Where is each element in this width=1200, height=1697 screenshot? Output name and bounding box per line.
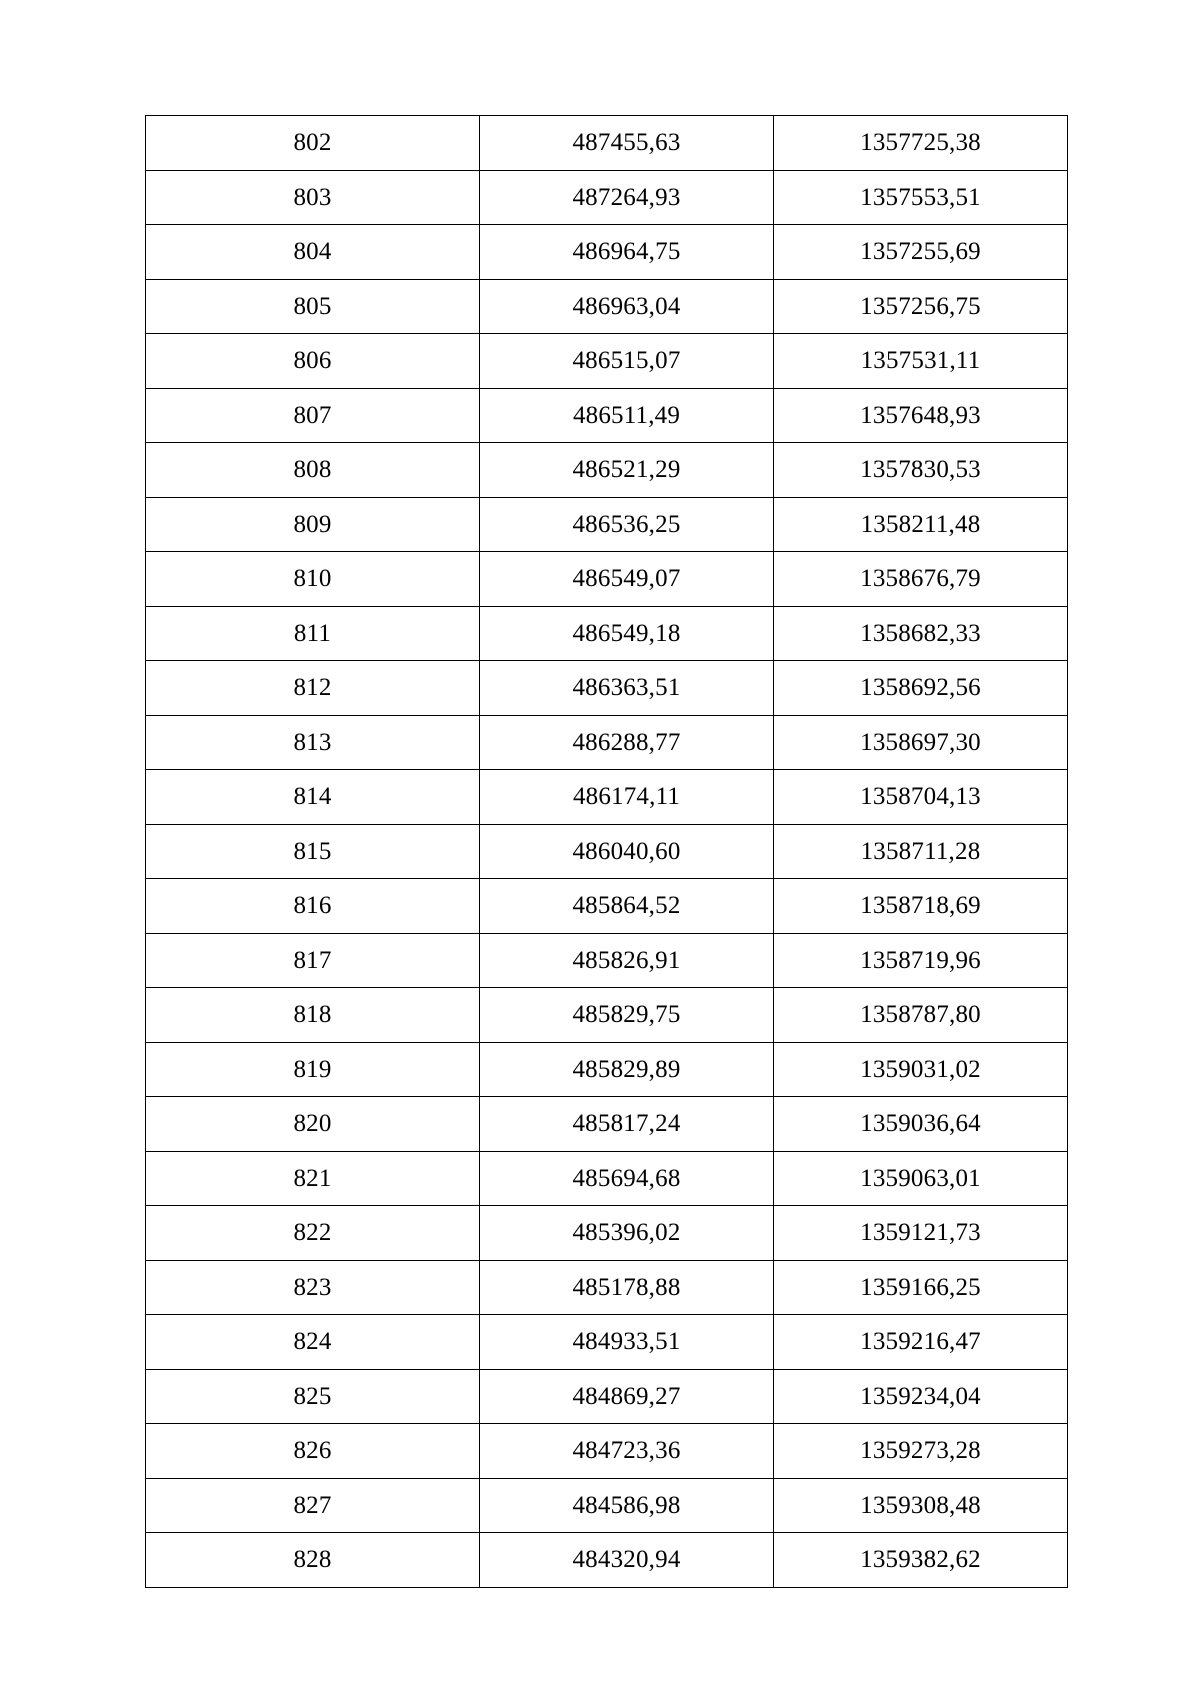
- point-number-cell: 809: [146, 497, 480, 552]
- x-coordinate-cell: 486363,51: [480, 661, 774, 716]
- point-number-cell: 827: [146, 1478, 480, 1533]
- y-coordinate-cell: 1358718,69: [774, 879, 1068, 934]
- y-coordinate-cell: 1358719,96: [774, 933, 1068, 988]
- x-coordinate-cell: 486174,11: [480, 770, 774, 825]
- point-number-cell: 816: [146, 879, 480, 934]
- point-number-cell: 804: [146, 225, 480, 280]
- table-row: [146, 552, 1068, 607]
- y-coordinate-cell: 1357553,51: [774, 170, 1068, 225]
- point-number-cell: 828: [146, 1533, 480, 1588]
- point-number-cell: 812: [146, 661, 480, 716]
- point-number-cell: 807: [146, 388, 480, 443]
- y-coordinate-cell: 1358711,28: [774, 824, 1068, 879]
- y-coordinate-cell: 1359063,01: [774, 1151, 1068, 1206]
- table-row: [146, 497, 1068, 552]
- point-number-cell: 824: [146, 1315, 480, 1370]
- x-coordinate-cell: 484586,98: [480, 1478, 774, 1533]
- x-coordinate-cell: 485817,24: [480, 1097, 774, 1152]
- table-row: [146, 661, 1068, 716]
- table-row: [146, 1206, 1068, 1261]
- table-row: [146, 1260, 1068, 1315]
- point-number-cell: 802: [146, 116, 480, 171]
- y-coordinate-cell: 1359234,04: [774, 1369, 1068, 1424]
- y-coordinate-cell: 1359121,73: [774, 1206, 1068, 1261]
- y-coordinate-cell: 1358787,80: [774, 988, 1068, 1043]
- table-row: [146, 933, 1068, 988]
- y-coordinate-cell: 1357648,93: [774, 388, 1068, 443]
- y-coordinate-cell: 1359382,62: [774, 1533, 1068, 1588]
- point-number-cell: 819: [146, 1042, 480, 1097]
- table-row: [146, 388, 1068, 443]
- table-row: [146, 879, 1068, 934]
- point-number-cell: 818: [146, 988, 480, 1043]
- x-coordinate-cell: 485826,91: [480, 933, 774, 988]
- y-coordinate-cell: 1357830,53: [774, 443, 1068, 498]
- point-number-cell: 820: [146, 1097, 480, 1152]
- point-number-cell: 808: [146, 443, 480, 498]
- x-coordinate-cell: 485829,75: [480, 988, 774, 1043]
- x-coordinate-cell: 486549,07: [480, 552, 774, 607]
- point-number-cell: 806: [146, 334, 480, 389]
- x-coordinate-cell: 486549,18: [480, 606, 774, 661]
- table-row: [146, 1097, 1068, 1152]
- point-number-cell: 810: [146, 552, 480, 607]
- point-number-cell: 825: [146, 1369, 480, 1424]
- table-row: [146, 1042, 1068, 1097]
- y-coordinate-cell: 1358682,33: [774, 606, 1068, 661]
- y-coordinate-cell: 1357725,38: [774, 116, 1068, 171]
- x-coordinate-cell: 484869,27: [480, 1369, 774, 1424]
- point-number-cell: 811: [146, 606, 480, 661]
- y-coordinate-cell: 1359031,02: [774, 1042, 1068, 1097]
- table-row: [146, 1369, 1068, 1424]
- point-number-cell: 803: [146, 170, 480, 225]
- point-number-cell: 817: [146, 933, 480, 988]
- point-number-cell: 822: [146, 1206, 480, 1261]
- point-number-cell: 826: [146, 1424, 480, 1479]
- table-row: [146, 1315, 1068, 1370]
- y-coordinate-cell: 1358697,30: [774, 715, 1068, 770]
- table-row: [146, 824, 1068, 879]
- y-coordinate-cell: 1357255,69: [774, 225, 1068, 280]
- table-row: [146, 116, 1068, 171]
- point-number-cell: 813: [146, 715, 480, 770]
- y-coordinate-cell: 1357531,11: [774, 334, 1068, 389]
- table-row: [146, 1151, 1068, 1206]
- x-coordinate-cell: 484933,51: [480, 1315, 774, 1370]
- y-coordinate-cell: 1358692,56: [774, 661, 1068, 716]
- x-coordinate-cell: 487264,93: [480, 170, 774, 225]
- x-coordinate-cell: 486963,04: [480, 279, 774, 334]
- table-row: [146, 1478, 1068, 1533]
- table-row: [146, 770, 1068, 825]
- table-row: [146, 715, 1068, 770]
- table-row: [146, 1533, 1068, 1588]
- x-coordinate-cell: 486040,60: [480, 824, 774, 879]
- y-coordinate-cell: 1358211,48: [774, 497, 1068, 552]
- point-number-cell: 821: [146, 1151, 480, 1206]
- x-coordinate-cell: 486515,07: [480, 334, 774, 389]
- y-coordinate-cell: 1359273,28: [774, 1424, 1068, 1479]
- x-coordinate-cell: 486511,49: [480, 388, 774, 443]
- point-number-cell: 814: [146, 770, 480, 825]
- point-number-cell: 823: [146, 1260, 480, 1315]
- table-row: [146, 279, 1068, 334]
- x-coordinate-cell: 484723,36: [480, 1424, 774, 1479]
- x-coordinate-cell: 485829,89: [480, 1042, 774, 1097]
- x-coordinate-cell: 485864,52: [480, 879, 774, 934]
- y-coordinate-cell: 1359166,25: [774, 1260, 1068, 1315]
- table-row: [146, 334, 1068, 389]
- y-coordinate-cell: 1358704,13: [774, 770, 1068, 825]
- x-coordinate-cell: 485694,68: [480, 1151, 774, 1206]
- y-coordinate-cell: 1359216,47: [774, 1315, 1068, 1370]
- x-coordinate-cell: 485396,02: [480, 1206, 774, 1261]
- x-coordinate-cell: 486521,29: [480, 443, 774, 498]
- x-coordinate-cell: 485178,88: [480, 1260, 774, 1315]
- x-coordinate-cell: 486964,75: [480, 225, 774, 280]
- x-coordinate-cell: 486288,77: [480, 715, 774, 770]
- y-coordinate-cell: 1357256,75: [774, 279, 1068, 334]
- coordinates-table: [145, 115, 1068, 1588]
- y-coordinate-cell: 1358676,79: [774, 552, 1068, 607]
- table-row: [146, 443, 1068, 498]
- y-coordinate-cell: 1359036,64: [774, 1097, 1068, 1152]
- x-coordinate-cell: 487455,63: [480, 116, 774, 171]
- table-row: [146, 606, 1068, 661]
- table-row: [146, 988, 1068, 1043]
- x-coordinate-cell: 484320,94: [480, 1533, 774, 1588]
- table-row: [146, 170, 1068, 225]
- coordinates-table-body: [146, 116, 1068, 1588]
- table-row: [146, 225, 1068, 280]
- y-coordinate-cell: 1359308,48: [774, 1478, 1068, 1533]
- table-row: [146, 1424, 1068, 1479]
- point-number-cell: 805: [146, 279, 480, 334]
- point-number-cell: 815: [146, 824, 480, 879]
- x-coordinate-cell: 486536,25: [480, 497, 774, 552]
